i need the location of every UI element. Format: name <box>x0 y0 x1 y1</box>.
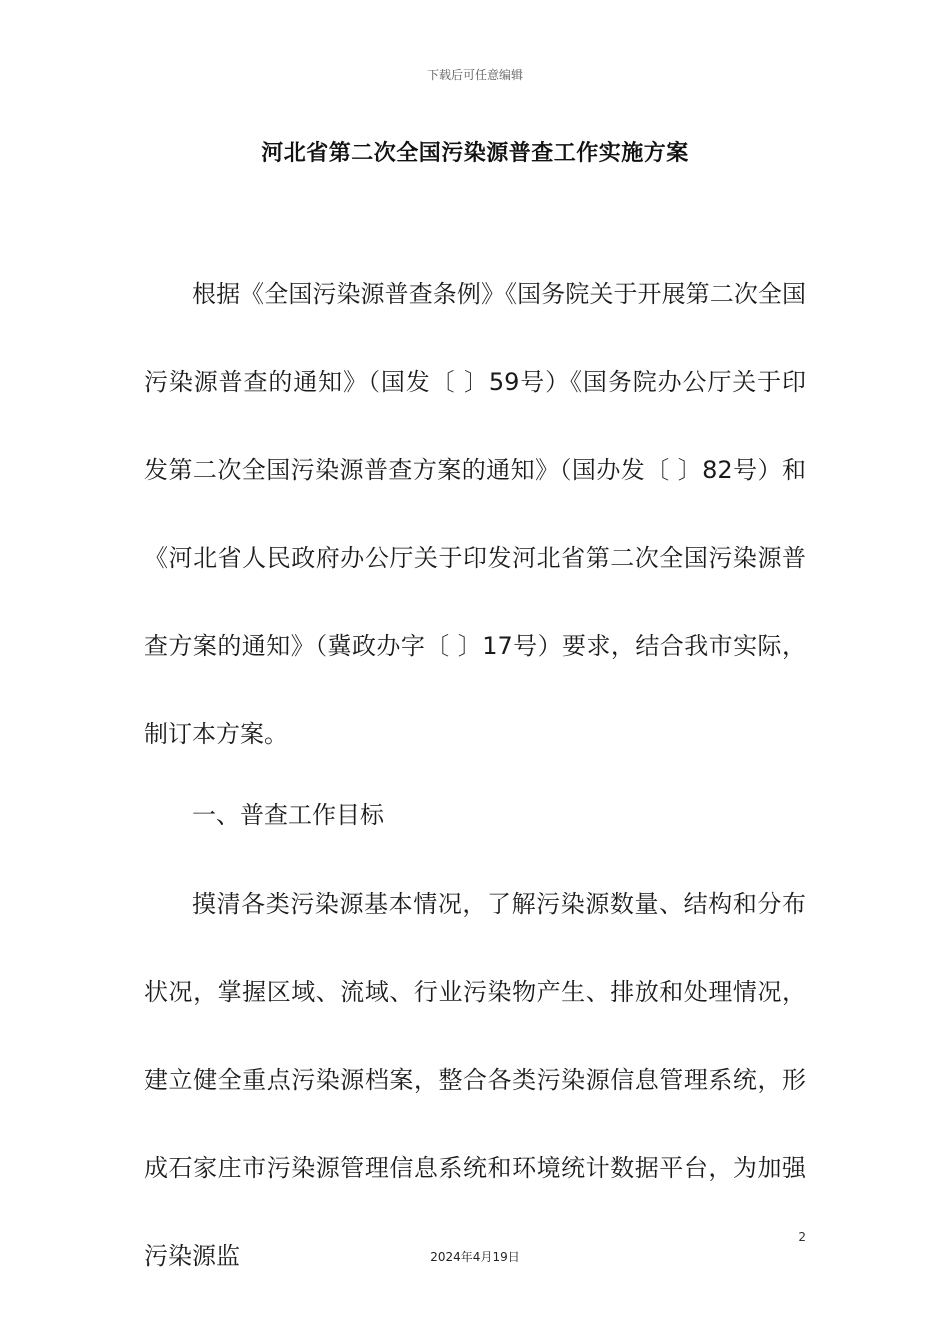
document-title: 河北省第二次全国污染源普查工作实施方案 <box>261 141 689 166</box>
header-note: 下载后可任意编辑 <box>426 68 523 82</box>
body-paragraph: 根据《全国污染源普查条例》《国务院关于开展第二次全国污染源普查的通知》（国发〔 〕59号）《国务院办公厅关于印发第二次全国污染源普查方案的通知》（国办发〔 〕82号）和《河北省人民政府办公厅关于印发河北省第二次全国污染源普查方案的通知》（冀政办字〔 〕17号）要求，结合我市实际，制订本方案。 <box>144 280 806 748</box>
body-paragraph: 摸清各类污染源基本情况，了解污染源数量、结构和分布状况，掌握区域、流域、行业污染物产生、排放和处理情况，建立健全重点污染源档案，整合各类污染源信息管理系统，形成石家庄市污染源管理信息系统和环境统计数据平台，为加强污染源监 <box>144 890 806 1270</box>
section-heading: 一、普查工作目标 <box>192 801 384 829</box>
footer-date: 2024年4月19日 <box>430 1250 520 1264</box>
page-number: 2 <box>798 1230 806 1244</box>
